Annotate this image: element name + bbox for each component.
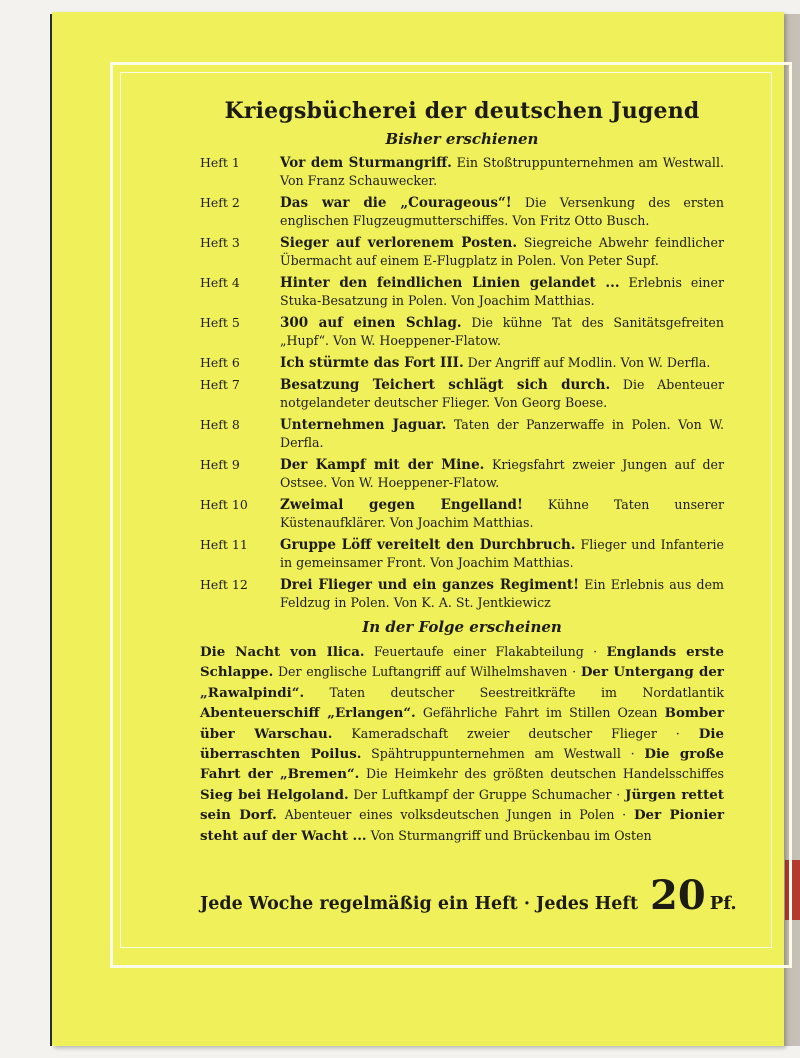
upcoming-title: Die große Fahrt der „Bremen“. xyxy=(200,746,724,783)
upcoming-description: Spähtruppunternehmen am Westwall · xyxy=(371,746,635,762)
heft-entry xyxy=(200,194,724,230)
heft-number: Heft 11 xyxy=(200,537,248,552)
heft-body xyxy=(280,456,724,492)
heft-body xyxy=(280,314,724,350)
heft-entry xyxy=(200,354,724,372)
upcoming-description: Der Luftkampf der Gruppe Schumacher · xyxy=(353,786,621,802)
upcoming-title: Bomber über Warschau. xyxy=(200,705,724,742)
upcoming-title: Die Nacht von Ilica. xyxy=(200,644,365,660)
upcoming-description: Taten deutscher Seestreitkräfte im Nordatlantik xyxy=(329,684,724,700)
upcoming-description: Abenteuer eines volksdeutschen Jungen in Polen · xyxy=(284,807,627,823)
back-cover-page xyxy=(52,12,784,1046)
heft-body xyxy=(280,354,724,372)
heft-number: Heft 5 xyxy=(200,315,240,330)
heft-entry xyxy=(200,576,724,612)
heft-entry xyxy=(200,234,724,270)
heft-description: Kühne Taten unserer Küstenaufklärer. Von Joachim Matthias. xyxy=(280,497,724,530)
heft-number: Heft 8 xyxy=(200,417,240,432)
heft-description: Siegreiche Abwehr feindlicher Übermacht auf einem E-Flugplatz in Polen. Von Peter Supf. xyxy=(280,235,724,268)
heft-body xyxy=(280,274,724,310)
upcoming-list xyxy=(200,642,724,846)
heft-number: Heft 12 xyxy=(200,577,248,592)
heft-entry xyxy=(200,456,724,492)
heft-number: Heft 9 xyxy=(200,457,240,472)
published-heading: Bisher erschienen xyxy=(385,130,539,148)
upcoming-description: Der englische Luftangriff auf Wilhelmshaven · xyxy=(277,664,577,680)
heft-description: Erlebnis einer Stuka-Besatzung in Polen. Von Joachim Matthias. xyxy=(280,275,724,308)
price-unit: Pf. xyxy=(709,893,737,914)
heft-number: Heft 2 xyxy=(200,195,240,210)
heft-entry xyxy=(200,274,724,310)
series-title: Kriegsbücherei der deutschen Jugend xyxy=(224,98,700,124)
heft-description: Taten der Panzerwaffe in Polen. Von W. Derfla. xyxy=(280,417,724,450)
upcoming-description: Gefährliche Fahrt im Stillen Ozean xyxy=(422,705,658,721)
footer-text: Jede Woche regelmäßig ein Heft · Jedes Heft xyxy=(200,894,639,914)
heft-title: 300 auf einen Schlag. xyxy=(280,315,462,331)
heft-description: Ein Erlebnis aus dem Feldzug in Polen. Von K. A. St. Jentkiewicz xyxy=(280,577,724,610)
heft-title: Der Kampf mit der Mine. xyxy=(280,457,485,473)
upcoming-title: Die überraschten Poilus. xyxy=(200,725,724,763)
heft-title: Vor dem Sturmangriff. xyxy=(280,155,452,171)
heft-entry xyxy=(200,496,724,532)
heft-entry xyxy=(200,314,724,350)
content-area xyxy=(200,98,724,846)
heft-description: Der Angriff auf Modlin. Von W. Derfla. xyxy=(467,355,711,370)
upcoming-title: Sieg bei Helgoland. xyxy=(200,786,349,803)
heft-description: Die kühne Tat des Sanitätsgefreiten „Hupf“. Von W. Hoeppener-Flatow. xyxy=(280,315,724,348)
heft-title: Hinter den feindlichen Linien gelandet ... xyxy=(280,275,620,291)
heft-list xyxy=(200,154,724,612)
upcoming-title: Abenteuerschiff „Erlangen“. xyxy=(200,705,416,722)
heft-number: Heft 7 xyxy=(200,377,240,392)
heft-number: Heft 6 xyxy=(200,355,240,370)
heft-description: Die Versenkung des ersten englischen Flugzeugmutterschiffes. Von Fritz Otto Busch. xyxy=(280,195,724,228)
heft-title: Gruppe Löff vereitelt den Durchbruch. xyxy=(280,537,576,553)
heft-title: Sieger auf verlorenem Posten. xyxy=(280,235,518,251)
heft-number: Heft 1 xyxy=(200,155,240,170)
heft-body xyxy=(280,576,724,612)
upcoming-title: Englands erste Schlappe. xyxy=(200,644,724,681)
heft-entry xyxy=(200,376,724,412)
upcoming-title: Jürgen rettet sein Dorf. xyxy=(200,786,724,824)
upcoming-title: Der Pionier steht auf der Wacht ... xyxy=(200,807,725,844)
heft-title: Das war die „Courageous“! xyxy=(280,195,512,211)
heft-body xyxy=(280,536,724,572)
upcoming-heading: In der Folge erscheinen xyxy=(362,618,562,636)
heft-title: Zweimal gegen Engelland! xyxy=(280,497,523,513)
heft-number: Heft 10 xyxy=(200,497,248,512)
upcoming-description: Feuertaufe einer Flakabteilung · xyxy=(373,644,598,659)
heft-description: Kriegsfahrt zweier Jungen auf der Ostsee. Von W. Hoeppener-Flatow. xyxy=(280,457,725,490)
heft-body xyxy=(280,496,724,532)
heft-entry xyxy=(200,154,724,190)
heft-entry xyxy=(200,536,724,572)
heft-description: Die Abenteuer notgelandeter deutscher Flieger. Von Georg Boese. xyxy=(280,377,724,410)
footer-line xyxy=(200,872,760,919)
heft-title: Besatzung Teichert schlägt sich durch. xyxy=(280,377,611,393)
heft-body xyxy=(280,376,724,412)
upcoming-description: Von Sturmangriff und Brückenbau im Osten xyxy=(370,827,652,843)
heft-title: Ich stürmte das Fort III. xyxy=(280,355,464,371)
heft-description: Flieger und Infanterie in gemeinsamer Front. Von Joachim Matthias. xyxy=(280,537,724,570)
heft-body xyxy=(280,154,724,190)
price: 20 xyxy=(650,872,706,919)
upcoming-description: Kameradschaft zweier deutscher Flieger · xyxy=(351,725,680,741)
heft-title: Unternehmen Jaguar. xyxy=(280,417,447,433)
upcoming-description: Die Heimkehr des größten deutschen Handelsschiffes xyxy=(365,766,724,782)
heft-title: Drei Flieger und ein ganzes Regiment! xyxy=(280,577,580,593)
heft-description: Ein Stoßtruppunternehmen am Westwall. Von Franz Schauwecker. xyxy=(280,155,724,188)
upcoming-title: Der Untergang der „Rawalpindi“. xyxy=(200,664,724,701)
heft-entry xyxy=(200,416,724,452)
heft-number: Heft 3 xyxy=(200,235,240,250)
heft-number: Heft 4 xyxy=(200,275,240,290)
heft-body xyxy=(280,416,724,452)
heft-body xyxy=(280,194,724,230)
heft-body xyxy=(280,234,724,270)
